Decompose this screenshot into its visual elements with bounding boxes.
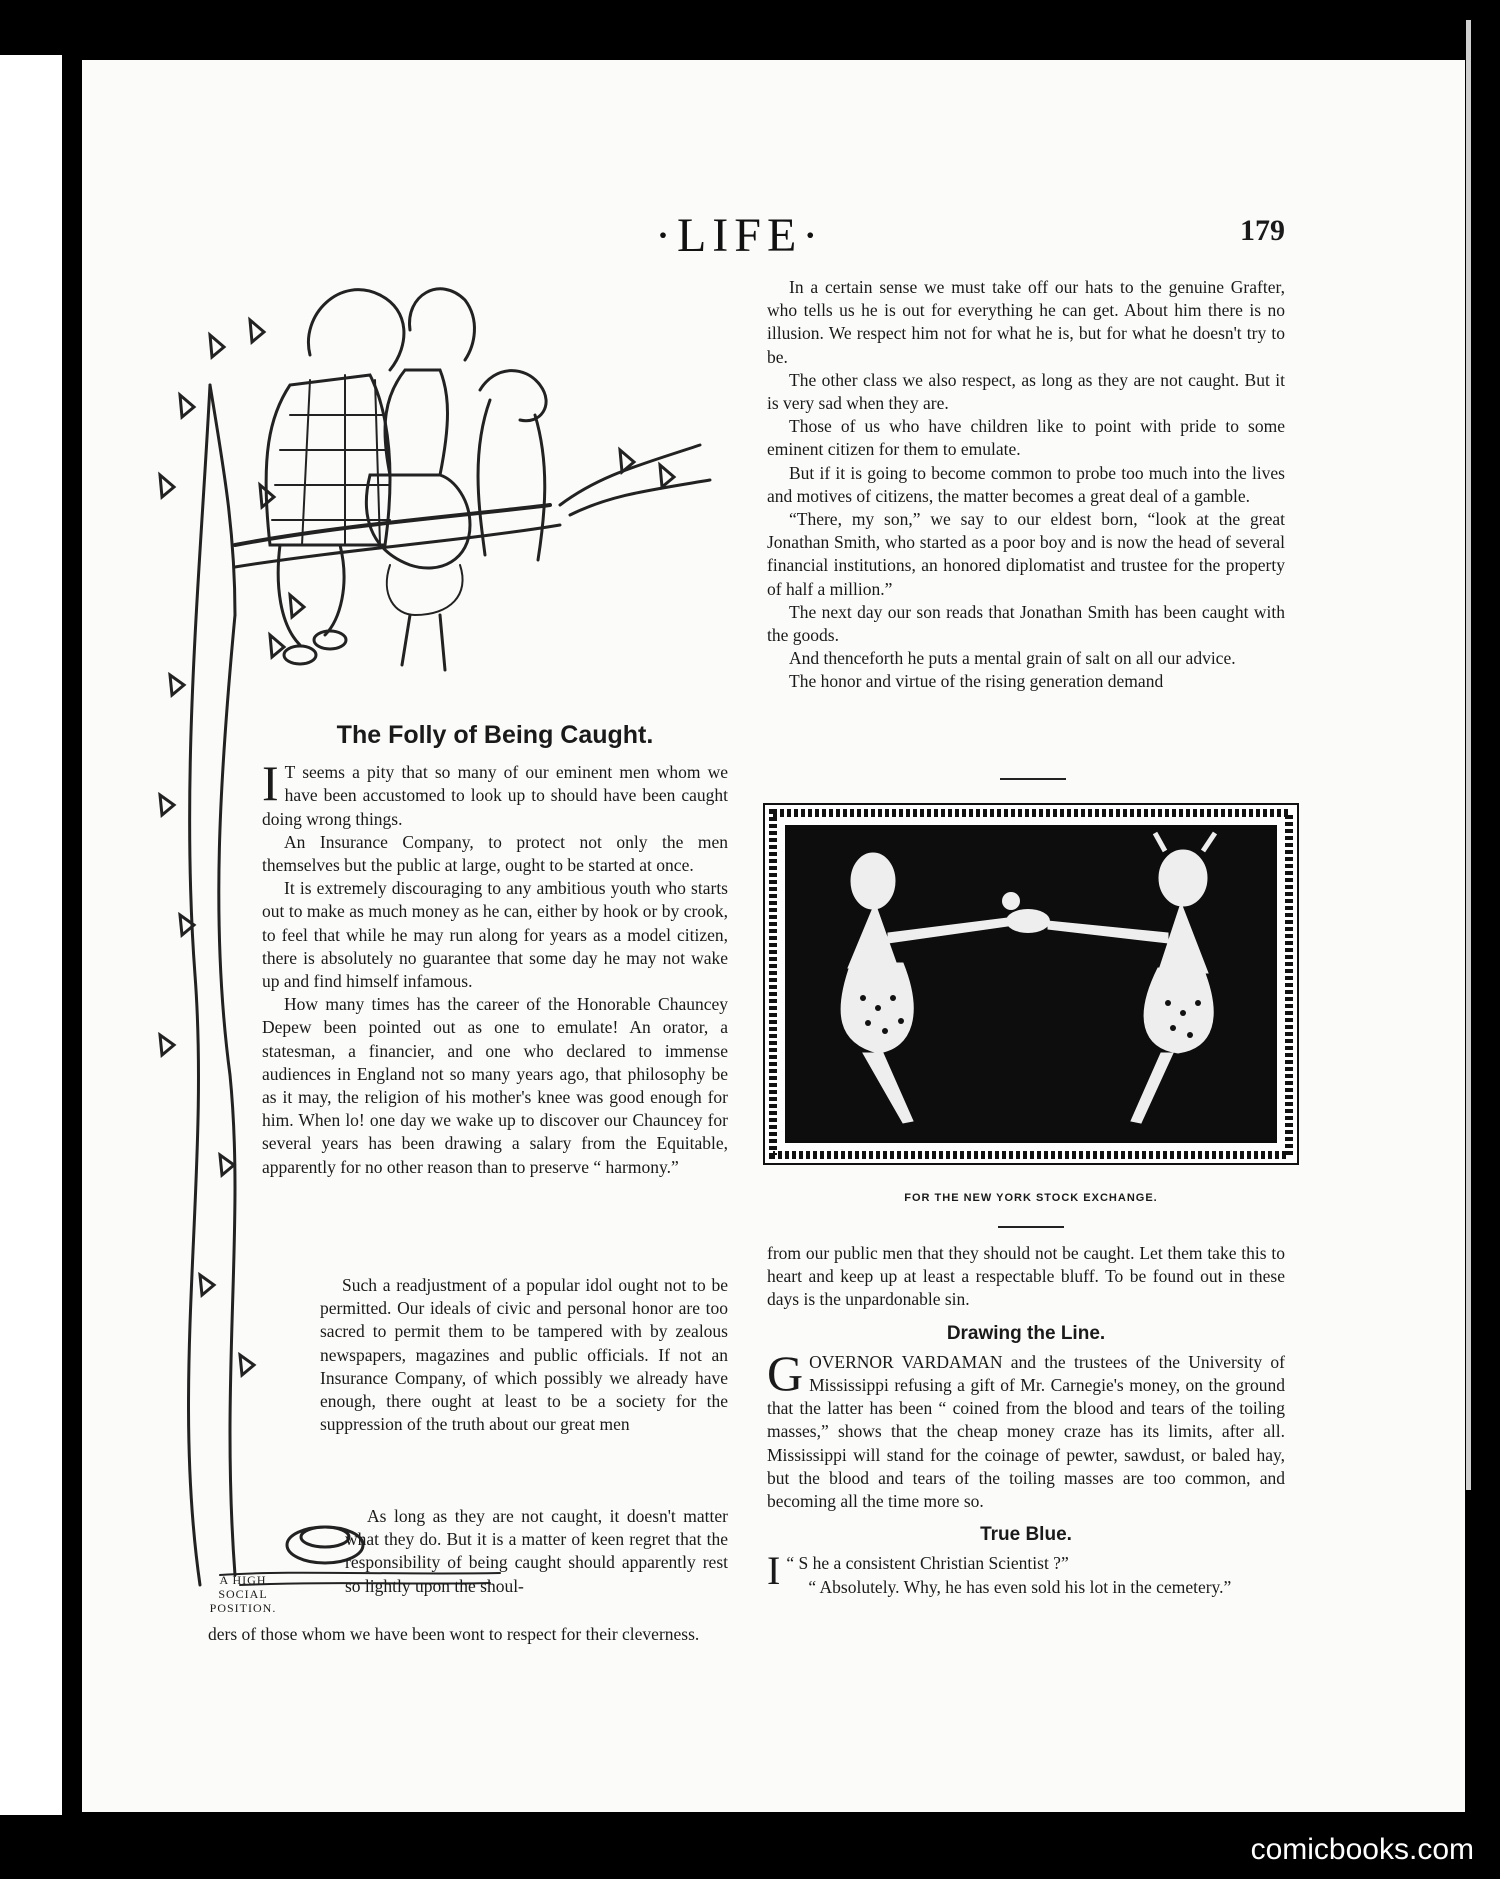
right-para-1: In a certain sense we must take off our hats to the genuine Grafter, who tells us he is out for everything he can get. About him there is no illusion. We respect him not for what he is, but for what he doesn't try to be. [767, 277, 1285, 367]
drawing-the-line-title: Drawing the Line. [946, 1322, 1106, 1344]
dropcap-i-true-blue: I [767, 1548, 781, 1594]
true-blue-title: True Blue. [980, 1524, 1072, 1546]
right-para-9: from our public men that they should not be caught. Let them take this to heart and keep up at least a respectable bluff. To be found out in these days is the unpardonable sin. [767, 1243, 1285, 1310]
left-article-end [345, 1505, 728, 1598]
illustration-caption: A HIGH SOCIAL POSITION. [209, 1573, 277, 1615]
article-para-3: It is extremely discouraging to any ambitious youth who starts out to make as much money as he can, either by hook or by crook, to feel that while he may run along for years as a model citizen, there is absolutely no guarantee that some day he may not wake up and find himself infamous. [262, 878, 728, 992]
caption-rule [998, 1226, 1064, 1228]
right-para-4: But if it is going to become common to probe too much into the lives and motives of citizens, the matter becomes a great deal of a gamble. [767, 462, 1285, 506]
left-article-last [208, 1623, 728, 1646]
page-number: 179 [1240, 214, 1285, 247]
article-para-5: Such a readjustment of a popular idol ought not to be permitted. Our ideals of civic and personal honor are too sacred to permit them to be tampered with by zealous newspapers, magazines and public officials. If not an Insurance Company, of which possibly we already have enough, there ought at least to be a society for the suppression of the truth about our great men [320, 1275, 728, 1435]
true-blue-line-1-text: S he a consistent Christian Scientist ?” [798, 1553, 1069, 1574]
right-column-bottom [767, 1242, 1285, 1599]
left-article [262, 721, 728, 1179]
article-para-6a: As long as they are not caught, it doesn't matter what they do. But it is a matter of keen regret that the responsibility of being caught should apparently rest so lightly upon the shoul- [345, 1506, 728, 1596]
article-para-6b: ders of those whom we have been wont to respect for their cleverness. [208, 1624, 700, 1644]
para-1-text: T seems a pity that so many of our eminent men whom we have been accustomed to look up to should have been caught doing wrong things. [262, 762, 728, 829]
dropcap-i: I [262, 755, 279, 812]
divider-rule [1000, 778, 1066, 780]
right-para-6: The next day our son reads that Jonathan Smith has been caught with the goods. [767, 601, 1285, 646]
right-column-top [767, 276, 1285, 694]
dropcap-g: G [767, 1344, 804, 1401]
right-para-5: “There, my son,” we say to our eldest born, “look at the great Jonathan Smith, who started as a poor boy and is now the head of several financial institutions, an honored diplomatist and trustee for the property of half a million.” [767, 509, 1285, 599]
article-title: The Folly of Being Caught. [336, 721, 654, 749]
article-para-4: How many times has the career of the Honorable Chauncey Depew been pointed out as one to emulate! An orator, a statesman, a financier, and one who declared to immense audiences in England not so many years ago, that philosophy be as it may, the religion of his mother's knee was good enough for him. When lo! one day we wake up to discover our Chauncey for several years has been drawing a salary from the Equitable, apparently for no other reason than to preserve “ harmony.” [262, 994, 728, 1177]
right-para-7: And thenceforth he puts a mental grain of salt on all our advice. [789, 648, 1236, 669]
masthead-life: ·LIFE· [655, 209, 825, 262]
left-article-continued [320, 1274, 728, 1436]
right-para-3: Those of us who have children like to point with pride to some eminent citizen for them to emulate. [767, 416, 1285, 460]
stock-exchange-cartoon [763, 803, 1299, 1165]
article-para-2: An Insurance Company, to protect not only the men themselves but the public at large, ought to be started at once. [262, 831, 728, 876]
watermark: comicbooks.com [1250, 1833, 1474, 1866]
page-header [0, 208, 1500, 262]
article-para-1 [262, 755, 728, 831]
cartoon-caption: FOR THE NEW YORK STOCK EXCHANGE. [904, 1192, 1158, 1204]
open-quote: “ [786, 1553, 795, 1574]
drawing-the-line-text: OVERNOR VARDAMAN and the trustees of the University of Mississippi refusing a gift of Mr. Carnegie's money, on the ground that the latter has been “ coined from the blood and tears of the toiling masses,” shows that the cheap money craze has its limits, after all. Mississippi will stand for the coinage of pewter, sawdust, or baled hay, but the blood and tears of the toiling masses are too common, and becoming all the time more so. [767, 1351, 1285, 1512]
true-blue-line-2: “ Absolutely. Why, he has even sold his lot in the cemetery.” [808, 1576, 1232, 1597]
right-para-8: The honor and virtue of the rising generation demand [789, 671, 1164, 692]
right-para-2: The other class we also respect, as long as they are not caught. But it is very sad when they are. [767, 369, 1285, 414]
binding-spine [0, 55, 62, 1815]
drawing-the-line-body [767, 1344, 1285, 1513]
